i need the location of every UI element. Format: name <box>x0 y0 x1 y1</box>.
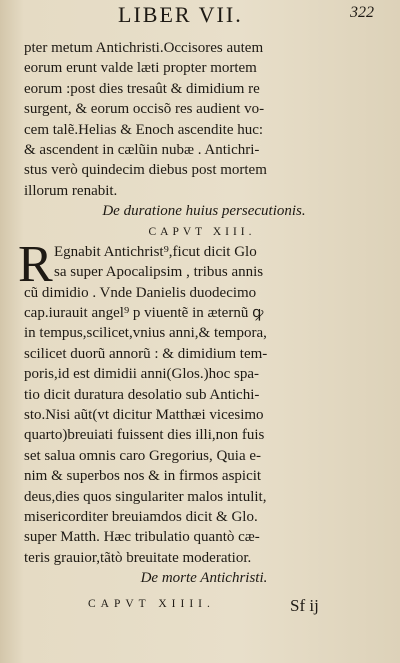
page-body <box>18 38 374 589</box>
text-line: illorum renabit. <box>24 182 118 199</box>
text-line: cap.iurauit angel⁹ p viuentẽ in æternũ ꝙ <box>24 305 264 322</box>
text-line: in tempus,scilicet,vnius anni,& tempora, <box>24 325 267 342</box>
page-number: 322 <box>350 4 374 21</box>
text-line: eorum :post dies tresaût & dimidium re <box>24 80 260 97</box>
text-line: super Matth. Hæc tribulatio quantò cæ- <box>24 529 260 546</box>
text-line: quarto)breuiati fuissent dies illi,non fuis <box>24 427 265 444</box>
drop-capital: R <box>18 235 53 293</box>
text-line: tio dicit duratura desolatio sub Antichi- <box>24 386 260 403</box>
chapter-heading: CAPVT XIII. <box>148 225 256 238</box>
text-line: set salua omnis caro Gregorius, Quia e- <box>24 447 262 464</box>
section-heading: De morte Antichristi. <box>140 570 268 587</box>
running-head: LIBER VII. <box>118 2 243 27</box>
section-heading: De duratione huius persecutionis. <box>102 203 306 220</box>
text-line: eorum erunt valde læti propter mortem <box>24 60 257 77</box>
text-line: misericorditer breuiamdos dicit & Glo. <box>24 508 258 525</box>
text-line: teris grauior,tãtò breuitate moderatior. <box>24 549 252 566</box>
text-line: poris,id est dimidii anni(Glos.)hoc spa- <box>24 366 259 383</box>
text-line: cem talẽ.Helias & Enoch ascendite huc: <box>24 121 264 138</box>
page-footer <box>0 598 400 638</box>
section-resurrection <box>24 38 374 201</box>
text-line: nim & superbos nos & in firmos aspicit <box>24 468 262 485</box>
catchword-chapter: CAPVT XIIII. <box>88 598 215 610</box>
text-line: stus verò quindecim diebus post mortem <box>24 162 267 179</box>
text-line: cũ dimidio . Vnde Danielis duodecimo <box>24 284 257 301</box>
text-line: surgent, & eorum occisõ res audient vo- <box>24 101 265 118</box>
page-header <box>0 0 400 36</box>
signature-mark: Sf ij <box>290 596 319 615</box>
text-line: sto.Nisi aũt(vt dicitur Matthæi vicesimo <box>24 407 264 424</box>
text-line: & ascendent in cælũin nubæ . Antichri- <box>24 141 260 158</box>
text-line: Egnabit Antichrist⁹,ficut dicit Glo <box>54 243 257 260</box>
text-line: pter metum Antichristi.Occisores autem <box>24 40 264 56</box>
text-line: sa super Apocalipsim , tribus annis <box>54 264 264 281</box>
text-line: deus,dies quos singulariter malos intulit, <box>24 488 267 505</box>
paragraph-duration <box>18 235 374 568</box>
text-line: scilicet duorũ annorũ : & dimidium tem- <box>24 345 268 362</box>
